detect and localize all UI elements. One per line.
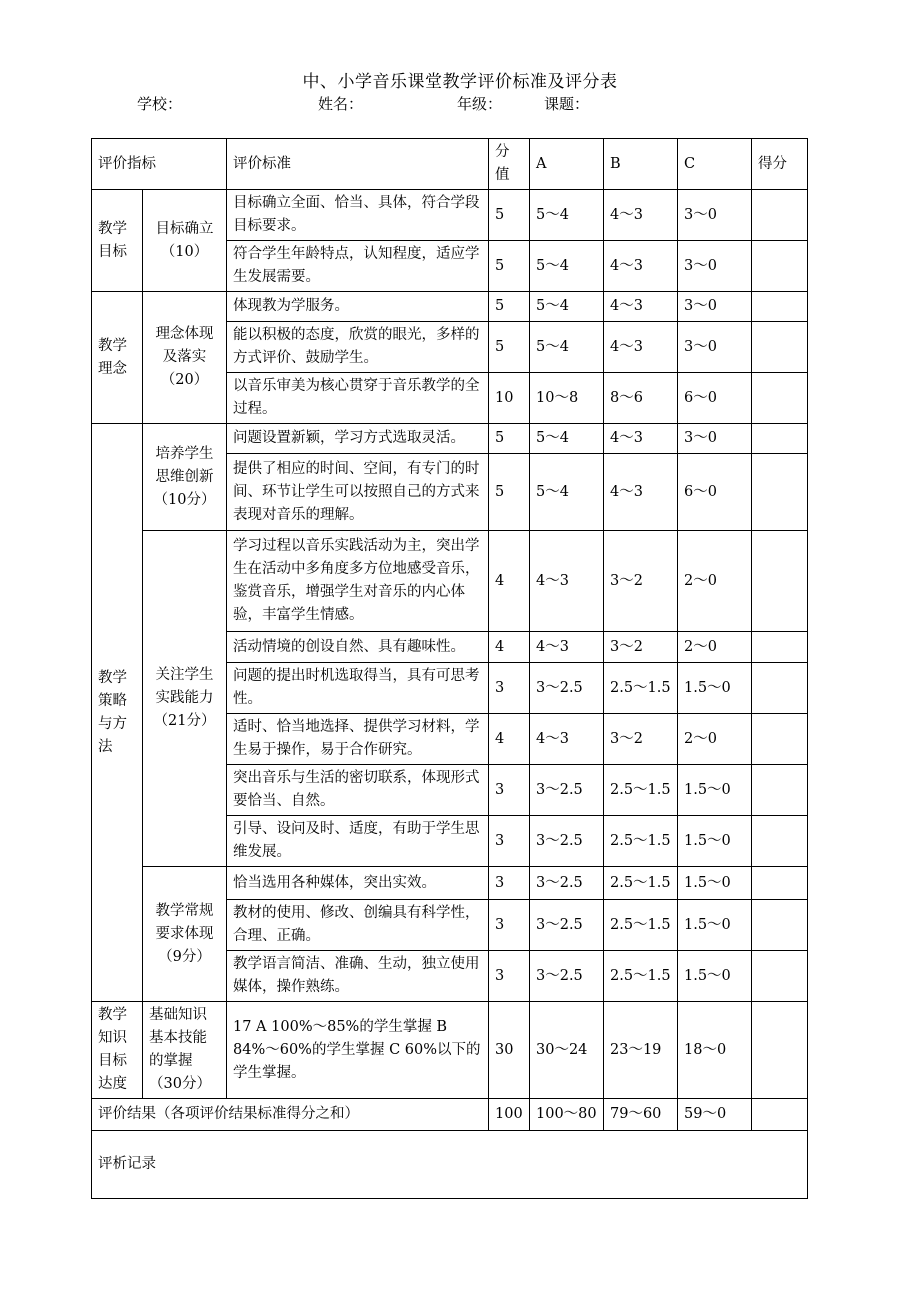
criterion-points: 5 <box>489 292 530 322</box>
criterion-points: 4 <box>489 531 530 632</box>
grade-b-range: 4～3 <box>604 322 678 373</box>
grade-a-range: 3～2.5 <box>530 816 604 867</box>
grade-b-range: 2.5～1.5 <box>604 900 678 951</box>
grade-c-range: 1.5～0 <box>678 765 752 816</box>
score-cell[interactable] <box>752 816 808 867</box>
header-indicator: 评价指标 <box>92 139 227 190</box>
score-cell[interactable] <box>752 714 808 765</box>
grade-a-range: 5～4 <box>530 241 604 292</box>
score-cell[interactable] <box>752 1002 808 1099</box>
result-b: 79～60 <box>604 1099 678 1131</box>
grade-c-range: 6～0 <box>678 454 752 531</box>
grade-b-range: 4～3 <box>604 292 678 322</box>
grade-b-range: 2.5～1.5 <box>604 663 678 714</box>
grade-c-range: 3～0 <box>678 190 752 241</box>
grade-c-range: 3～0 <box>678 424 752 454</box>
criterion-text: 问题的提出时机选取得当，具有可思考性。 <box>227 663 489 714</box>
subcategory-teaching-norms: 教学常规要求体现（9分） <box>143 867 227 1002</box>
criterion-points: 3 <box>489 951 530 1002</box>
criterion-text: 提供了相应的时间、空间，有专门的时间、环节让学生可以按照自己的方式来表现对音乐的理解。 <box>227 454 489 531</box>
result-label: 评价结果（各项评价结果标准得分之和） <box>92 1099 489 1131</box>
grade-b-range: 4～3 <box>604 454 678 531</box>
criterion-text: 符合学生年龄特点，认知程度，适应学生发展需要。 <box>227 241 489 292</box>
table-row <box>92 424 808 454</box>
grade-a-range: 4～3 <box>530 714 604 765</box>
criterion-points: 3 <box>489 663 530 714</box>
grade-a-range: 10～8 <box>530 373 604 424</box>
grade-b-range: 3～2 <box>604 714 678 765</box>
category-goals: 教学目标 <box>92 190 143 292</box>
table-row <box>92 292 808 322</box>
score-cell[interactable] <box>752 765 808 816</box>
category-knowledge: 教学知识目标达度 <box>92 1002 143 1099</box>
criterion-text: 活动情境的创设自然、具有趣味性。 <box>227 632 489 663</box>
criterion-text: 适时、恰当地选择、提供学习材料，学生易于操作，易于合作研究。 <box>227 714 489 765</box>
header-score: 得分 <box>752 139 808 190</box>
grade-a-range: 5～4 <box>530 190 604 241</box>
grade-a-range: 3～2.5 <box>530 765 604 816</box>
subcategory-philosophy: 理念体现及落实（20） <box>143 292 227 424</box>
category-philosophy: 教学理念 <box>92 292 143 424</box>
document-title: 中、小学音乐课堂教学评价标准及评分表 <box>302 72 618 92</box>
category-strategy: 教学策略与方法 <box>92 424 143 1002</box>
grade-b-range: 8～6 <box>604 373 678 424</box>
criterion-text: 引导、设问及时、适度，有助于学生思维发展。 <box>227 816 489 867</box>
grade-a-range: 4～3 <box>530 531 604 632</box>
grade-c-range: 2～0 <box>678 632 752 663</box>
criterion-text: 能以积极的态度，欣赏的眼光，多样的方式评价、鼓励学生。 <box>227 322 489 373</box>
criterion-text: 突出音乐与生活的密切联系，体现形式要恰当、自然。 <box>227 765 489 816</box>
table-row <box>92 531 808 632</box>
criterion-points: 3 <box>489 867 530 900</box>
criterion-text: 问题设置新颖，学习方式选取灵活。 <box>227 424 489 454</box>
criterion-points: 4 <box>489 632 530 663</box>
result-a: 100～80 <box>530 1099 604 1131</box>
grade-b-range: 23～19 <box>604 1002 678 1099</box>
criterion-text: 学习过程以音乐实践活动为主，突出学生在活动中多角度多方位地感受音乐，鉴赏音乐，增强学生对音乐的内心体验，丰富学生情感。 <box>227 531 489 632</box>
grade-c-range: 1.5～0 <box>678 900 752 951</box>
school-label: 学校： <box>137 95 183 113</box>
remarks-cell[interactable] <box>92 1131 808 1199</box>
grade-a-range: 3～2.5 <box>530 663 604 714</box>
criterion-text: 以音乐审美为核心贯穿于音乐教学的全过程。 <box>227 373 489 424</box>
result-c: 59～0 <box>678 1099 752 1131</box>
criterion-text: 教材的使用、修改、创编具有科学性，合理、正确。 <box>227 900 489 951</box>
score-cell[interactable] <box>752 292 808 322</box>
evaluation-table <box>91 138 808 1199</box>
grade-c-range: 3～0 <box>678 241 752 292</box>
grade-a-range: 4～3 <box>530 632 604 663</box>
grade-c-range: 3～0 <box>678 322 752 373</box>
subcategory-creative-thinking: 培养学生思维创新（10分） <box>143 424 227 531</box>
name-label: 姓名： <box>318 95 364 113</box>
header-a: A <box>530 139 604 190</box>
grade-a-range: 30～24 <box>530 1002 604 1099</box>
score-cell[interactable] <box>752 867 808 900</box>
score-cell[interactable] <box>752 1099 808 1131</box>
grade-a-range: 3～2.5 <box>530 867 604 900</box>
criterion-text: 教学语言简洁、准确、生动，独立使用媒体，操作熟练。 <box>227 951 489 1002</box>
grade-c-range: 3～0 <box>678 292 752 322</box>
grade-b-range: 2.5～1.5 <box>604 765 678 816</box>
score-cell[interactable] <box>752 632 808 663</box>
grade-c-range: 1.5～0 <box>678 663 752 714</box>
header-standard: 评价标准 <box>227 139 489 190</box>
grade-b-range: 3～2 <box>604 531 678 632</box>
score-cell[interactable] <box>752 322 808 373</box>
criterion-points: 5 <box>489 454 530 531</box>
score-cell[interactable] <box>752 190 808 241</box>
grade-a-range: 5～4 <box>530 322 604 373</box>
table-row <box>92 1002 808 1099</box>
header-row <box>92 139 808 190</box>
grade-b-range: 2.5～1.5 <box>604 816 678 867</box>
score-cell[interactable] <box>752 454 808 531</box>
grade-b-range: 2.5～1.5 <box>604 867 678 900</box>
grade-c-range: 1.5～0 <box>678 816 752 867</box>
criterion-text: 体现教为学服务。 <box>227 292 489 322</box>
grade-b-range: 3～2 <box>604 632 678 663</box>
criterion-points: 3 <box>489 900 530 951</box>
result-row <box>92 1099 808 1131</box>
header-c: C <box>678 139 752 190</box>
remarks-label: 评析记录 <box>98 1156 156 1172</box>
criterion-points: 5 <box>489 190 530 241</box>
criterion-points: 3 <box>489 765 530 816</box>
grade-c-range: 1.5～0 <box>678 867 752 900</box>
criterion-text: 目标确立全面、恰当、具体，符合学段目标要求。 <box>227 190 489 241</box>
result-points: 100 <box>489 1099 530 1131</box>
criterion-points: 30 <box>489 1002 530 1099</box>
subcategory-knowledge: 基础知识基本技能的掌握（30分） <box>143 1002 227 1099</box>
score-cell[interactable] <box>752 373 808 424</box>
criterion-points: 5 <box>489 424 530 454</box>
grade-b-range: 4～3 <box>604 424 678 454</box>
grade-b-range: 4～3 <box>604 190 678 241</box>
grade-a-range: 5～4 <box>530 454 604 531</box>
criterion-points: 3 <box>489 816 530 867</box>
table-row <box>92 867 808 900</box>
criterion-text: 17 A 100%～85%的学生掌握 B 84%～60%的学生掌握 C 60%以下的学生掌握。 <box>227 1002 489 1099</box>
score-cell[interactable] <box>752 531 808 632</box>
grade-c-range: 6～0 <box>678 373 752 424</box>
criterion-points: 5 <box>489 241 530 292</box>
score-cell[interactable] <box>752 951 808 1002</box>
table-row <box>92 190 808 241</box>
criterion-points: 4 <box>489 714 530 765</box>
score-cell[interactable] <box>752 663 808 714</box>
criterion-text: 恰当选用各种媒体，突出实效。 <box>227 867 489 900</box>
grade-a-range: 5～4 <box>530 424 604 454</box>
remarks-row <box>92 1131 808 1199</box>
grade-c-range: 1.5～0 <box>678 951 752 1002</box>
score-cell[interactable] <box>752 900 808 951</box>
header-b: B <box>604 139 678 190</box>
grade-b-range: 4～3 <box>604 241 678 292</box>
grade-c-range: 18～0 <box>678 1002 752 1099</box>
grade-c-range: 2～0 <box>678 531 752 632</box>
grade-a-range: 3～2.5 <box>530 951 604 1002</box>
header-points: 分值 <box>489 139 530 190</box>
grade-b-range: 2.5～1.5 <box>604 951 678 1002</box>
criterion-points: 5 <box>489 322 530 373</box>
grade-c-range: 2～0 <box>678 714 752 765</box>
grade-label: 年级： <box>457 95 503 113</box>
score-cell[interactable] <box>752 241 808 292</box>
subcategory-goal-setting: 目标确立（10） <box>143 190 227 292</box>
grade-a-range: 5～4 <box>530 292 604 322</box>
subcategory-practice: 关注学生实践能力（21分） <box>143 531 227 867</box>
score-cell[interactable] <box>752 424 808 454</box>
topic-label: 课题： <box>544 95 590 113</box>
criterion-points: 10 <box>489 373 530 424</box>
grade-a-range: 3～2.5 <box>530 900 604 951</box>
